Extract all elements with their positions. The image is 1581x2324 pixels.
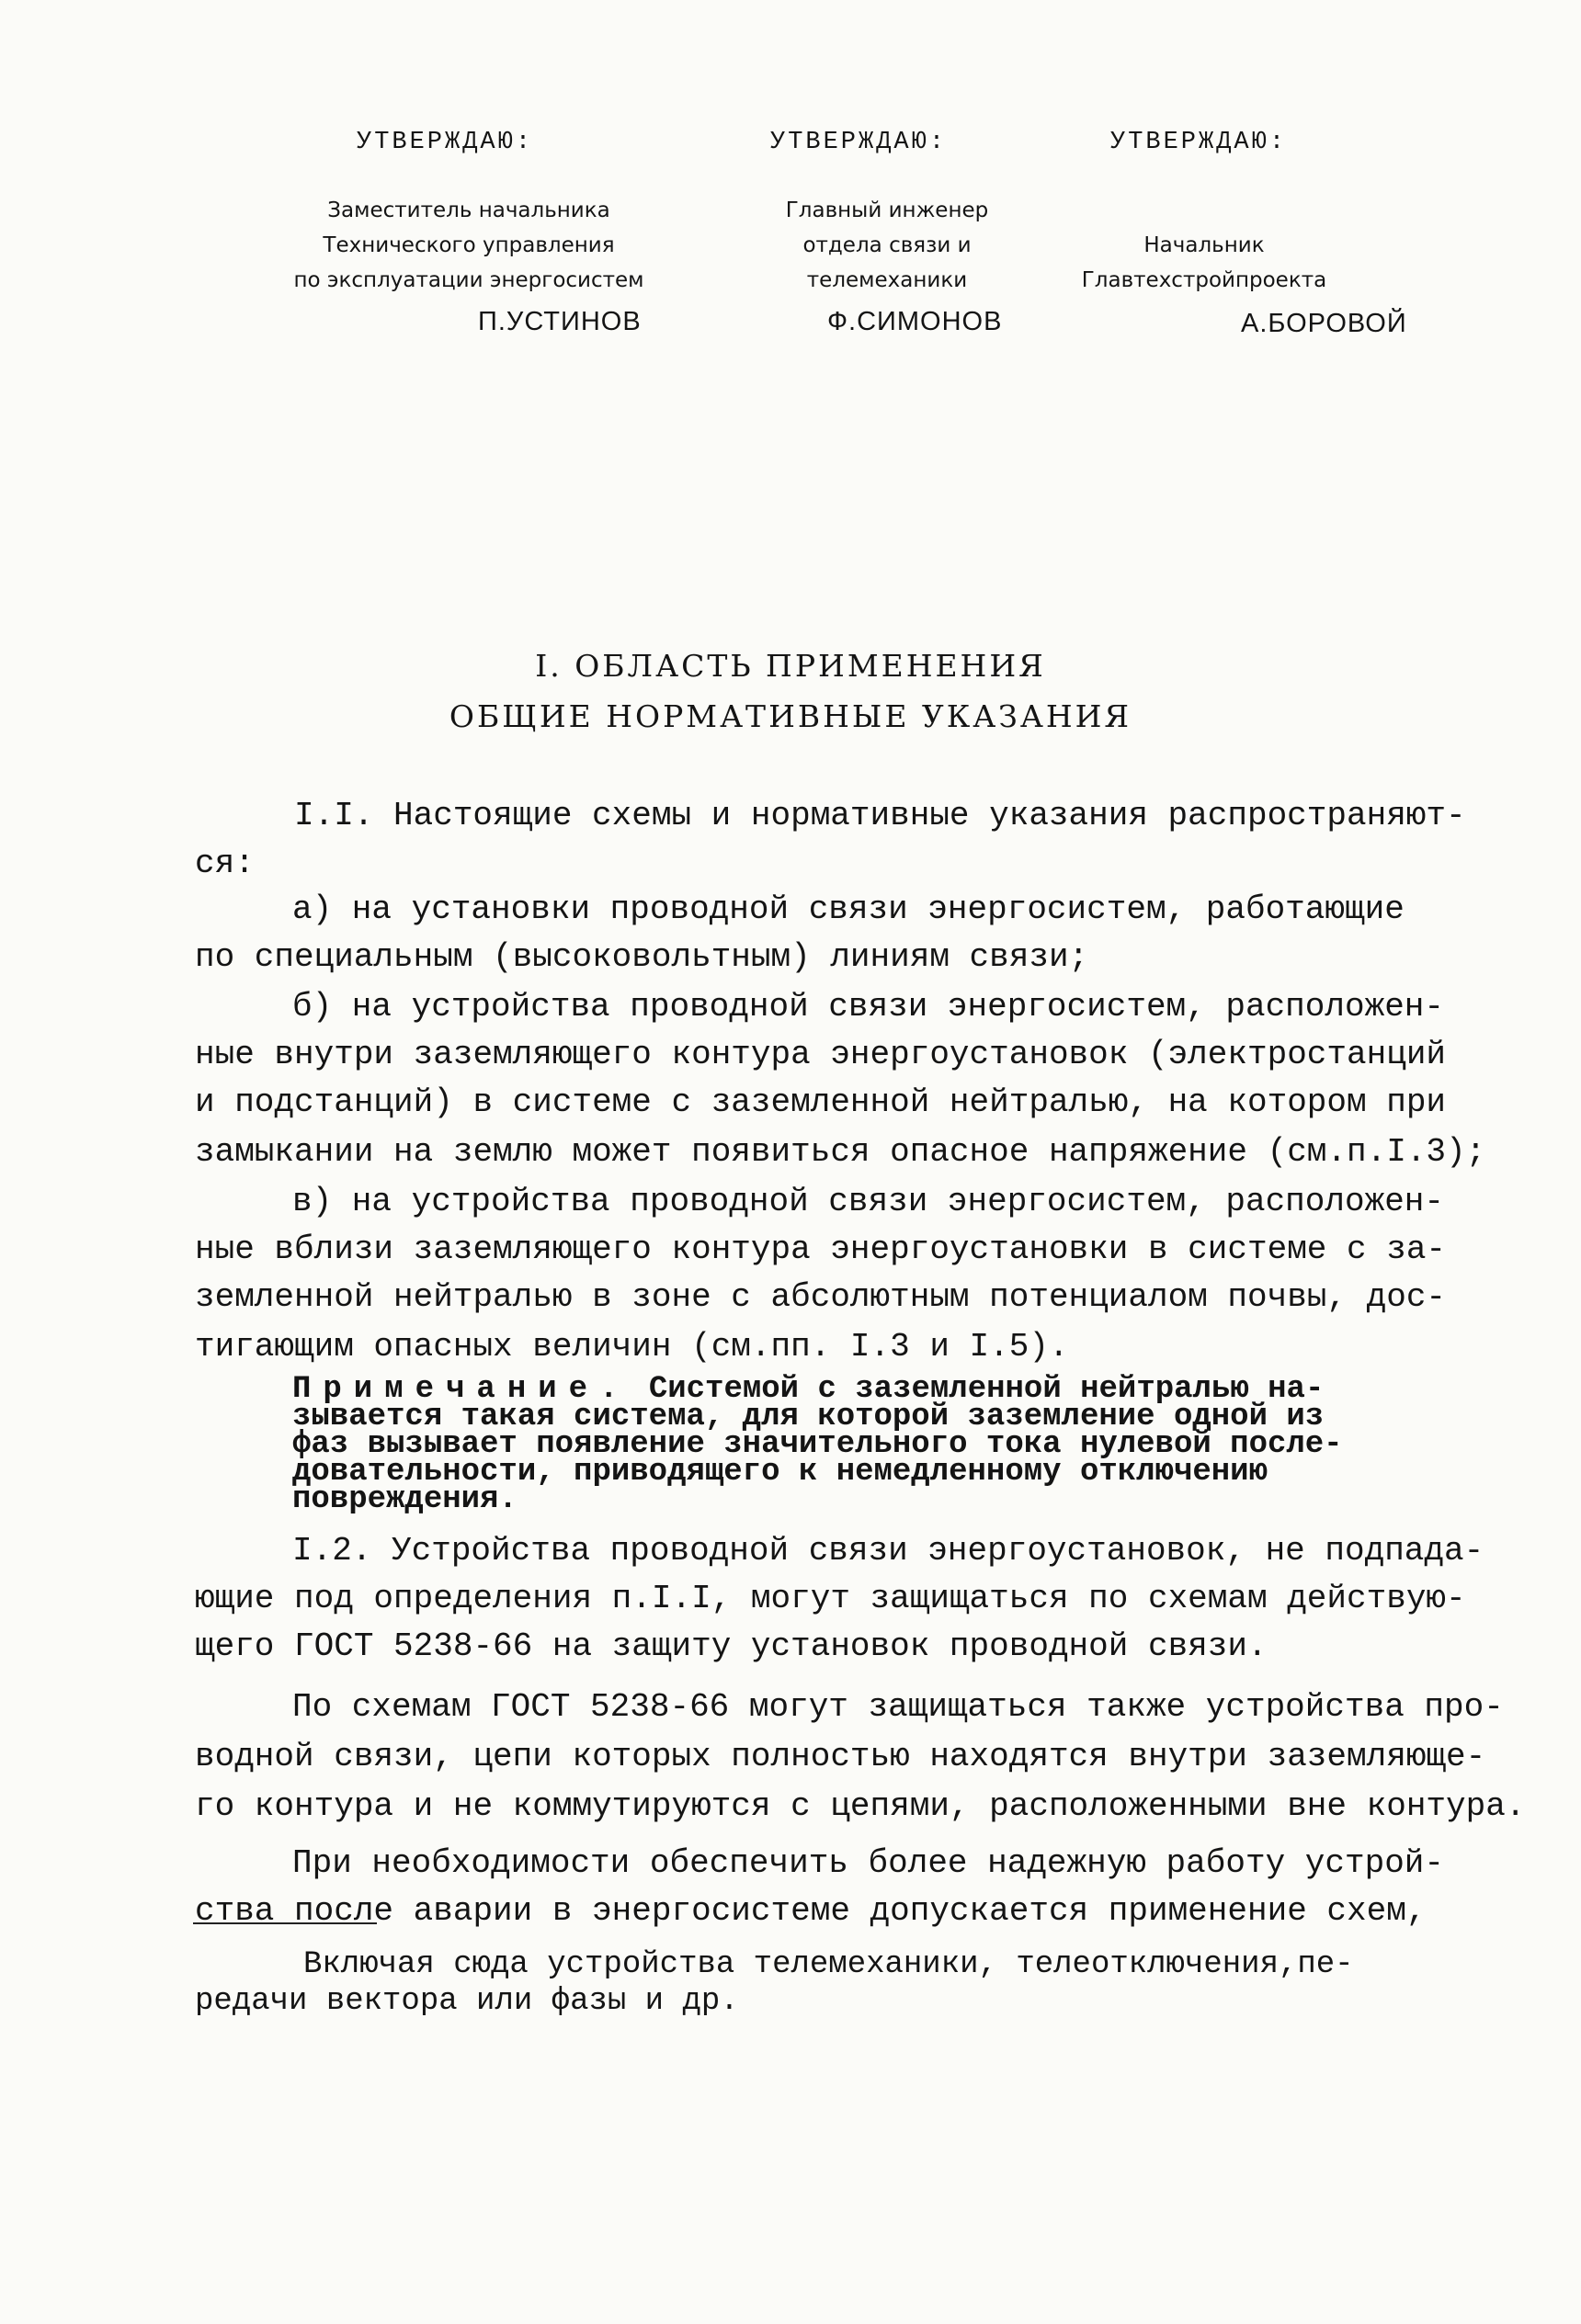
position-line: отдела связи и xyxy=(802,233,972,257)
approval-heading: УТВЕРЖДАЮ: xyxy=(770,129,948,156)
footnote-rule xyxy=(193,1922,377,1924)
body-line: По схемам ГОСТ 5238-66 могут защищаться также устройства про- xyxy=(292,1688,1504,1726)
note-line: фаз вызывает появление значительного тока нулевой после- xyxy=(292,1427,1343,1462)
approval-position xyxy=(1048,228,1360,298)
note-line: Системой с заземленной нейтралью на- xyxy=(648,1372,1325,1407)
body-line: ные вблизи заземляющего контура энергоустановки в системе с за- xyxy=(195,1230,1447,1268)
body-line: тигающим опасных величин (см.пп. I.3 и I.5). xyxy=(195,1328,1069,1366)
approver-name: П.УСТИНОВ xyxy=(478,307,642,336)
body-line: б) на устройства проводной связи энергосистем, расположен- xyxy=(292,988,1445,1026)
position-line: Главный инженер xyxy=(785,198,989,222)
position-line: телемеханики xyxy=(806,268,968,292)
body-line: ющие под определения п.I.I, могут защищаться по схемам действую- xyxy=(195,1580,1466,1617)
position-line: по эксплуатации энергосистем xyxy=(293,268,644,292)
body-line: щего ГОСТ 5238-66 на защиту установок проводной связи. xyxy=(195,1627,1268,1665)
section-title: I. ОБЛАСТЬ ПРИМЕНЕНИЯ xyxy=(535,648,1046,684)
body-line: I.I. Настоящие схемы и нормативные указания распространяют- xyxy=(294,797,1466,834)
approver-name: Ф.СИМОНОВ xyxy=(827,307,1003,336)
approval-heading: УТВЕРЖДАЮ: xyxy=(357,129,534,156)
body-line: замыкании на землю может появиться опасное напряжение (см.п.I.3); xyxy=(195,1133,1486,1171)
body-line: ся: xyxy=(195,845,255,882)
footnote-line: Включая сюда устройства телемеханики, телеотключения,пе- xyxy=(303,1947,1354,1982)
body-line: ные внутри заземляющего контура энергоустановок (электростанций xyxy=(195,1036,1447,1073)
body-line: по специальным (высоковольтным) линиям связи; xyxy=(195,938,1089,976)
note-line: довательности, приводящего к немедленному отключению xyxy=(292,1455,1268,1490)
approval-position xyxy=(717,193,1057,298)
approver-name: А.БОРОВОЙ xyxy=(1241,309,1407,338)
note-label: Примечание. xyxy=(292,1372,631,1407)
body-line: I.2. Устройства проводной связи энергоустановок, не подпада- xyxy=(292,1532,1484,1570)
body-line: в) на устройства проводной связи энергосистем, расположен- xyxy=(292,1183,1445,1220)
body-line: и подстанций) в системе с заземленной нейтралью, на котором при xyxy=(195,1083,1447,1121)
note-line: повреждения. xyxy=(292,1482,518,1517)
body-line: а) на установки проводной связи энергосистем, работающие xyxy=(292,890,1405,928)
body-line: земленной нейтралью в зоне с абсолютным потенциалом почвы, дос- xyxy=(195,1278,1447,1316)
position-line: Заместитель начальника xyxy=(327,198,610,222)
approval-position xyxy=(211,193,726,298)
section-subtitle: ОБЩИЕ НОРМАТИВНЫЕ УКАЗАНИЯ xyxy=(449,698,1132,734)
position-line: Технического управления xyxy=(323,233,615,257)
approval-heading: УТВЕРЖДАЮ: xyxy=(1110,129,1288,156)
body-line: При необходимости обеспечить более надежную работу устрой- xyxy=(292,1844,1445,1882)
body-line: ства после аварии в энергосистеме допускается применение схем, xyxy=(195,1892,1427,1930)
body-line: водной связи, цепи которых полностью находятся внутри заземляюще- xyxy=(195,1738,1486,1775)
position-line: Главтехстройпроекта xyxy=(1081,268,1327,292)
footnote-line: редачи вектора или фазы и др. xyxy=(195,1984,739,2019)
note-line: зывается такая система, для которой заземление одной из xyxy=(292,1400,1325,1434)
position-line: Начальник xyxy=(1143,233,1265,257)
body-line: го контура и не коммутируются с цепями, расположенными вне контура. xyxy=(195,1787,1526,1825)
